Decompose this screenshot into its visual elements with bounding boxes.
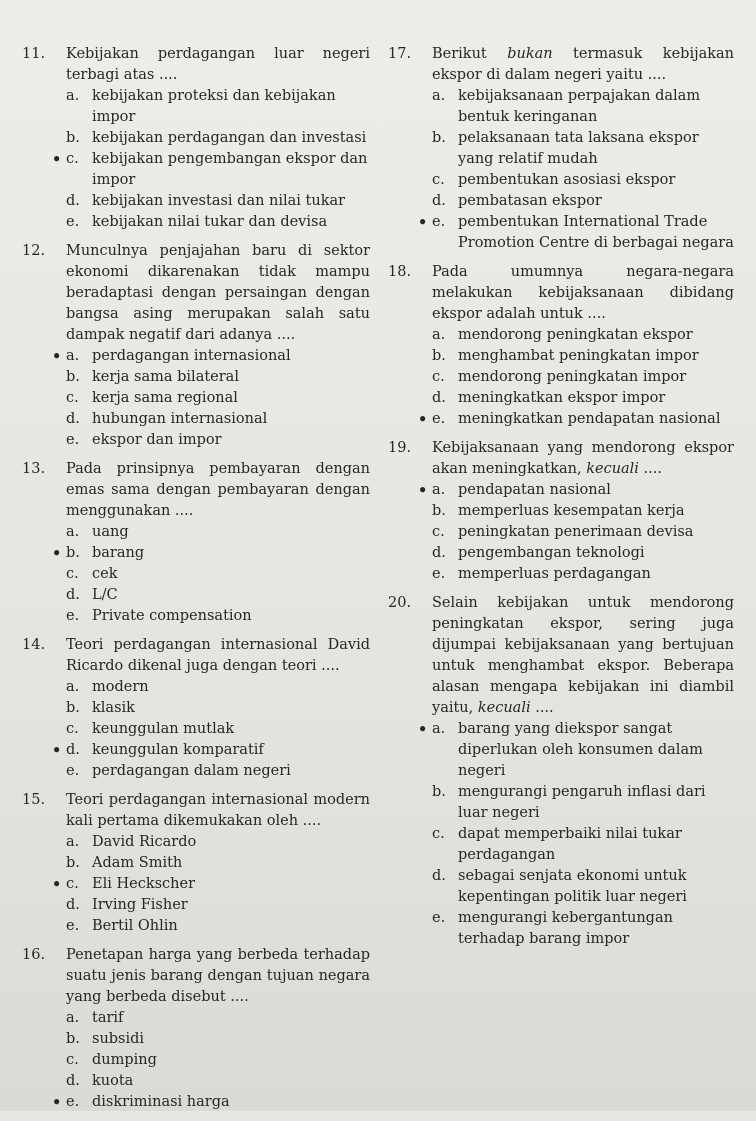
question [22,459,370,627]
question-text-emphasis: kecuali [586,461,639,477]
question-text-part: Kebijaksanaan yang mendorong ekspor akan meningkatkan, [432,440,734,477]
answer-option [432,86,734,128]
answer-option [66,1029,370,1050]
question-text-emphasis: bukan [507,46,553,62]
option-letter: d. [432,868,446,884]
option-text: Bertil Ohlin [92,918,178,934]
option-text: mengurangi kebergantungan terhadap barang impor [458,910,673,947]
answer-option [52,543,370,564]
option-letter: a. [66,834,80,850]
answer-option [52,346,370,367]
answer-option [66,832,370,853]
option-text: sebagai senjata ekonomi untuk kepentingan politik luar negeri [458,868,687,905]
question-number: 15. [22,792,46,808]
answer-option [432,543,734,564]
option-letter: d. [66,193,80,209]
option-letter: e. [66,608,80,624]
left-column [22,44,370,1121]
option-letter: a. [66,348,80,364]
question-text-part: Penetapan harga yang berbeda terhadap suatu jenis barang dengan tujuan negara yang berbeda disebut .... [66,947,370,1005]
option-list [52,677,370,782]
question-text-part: Berikut [432,46,508,62]
answer-mark: • [52,742,62,759]
question-number: 12. [22,243,46,259]
question-text-part: Pada umumnya negara-negara melakukan kebijaksanaan dibidang ekspor adalah untuk .... [432,264,734,322]
question [388,262,734,430]
option-text: kebijakan pengembangan ekspor dan impor [92,151,368,188]
option-letter: b. [66,130,80,146]
option-text: dumping [92,1052,157,1068]
question [22,790,370,937]
option-text: subsidi [92,1031,145,1047]
option-list [52,346,370,451]
question-text-part: .... [530,700,554,716]
question [388,438,734,585]
option-letter: d. [66,742,80,758]
option-text: perdagangan internasional [92,348,291,364]
answer-option [432,564,734,585]
option-letter: c. [66,151,79,167]
answer-option [432,501,734,522]
question [22,635,370,782]
answer-option [66,853,370,874]
answer-option [66,388,370,409]
option-letter: c. [66,721,79,737]
option-letter: d. [432,545,446,561]
option-letter: a. [66,679,80,695]
option-text: kebijakan proteksi dan kebijakan impor [92,88,336,125]
option-letter: e. [432,214,446,230]
question-text-emphasis: kecuali [477,700,531,716]
answer-option [418,719,734,782]
question-number: 13. [22,461,46,477]
option-list [418,719,734,950]
option-text: pembentukan asosiasi ekspor [458,172,676,188]
question-number: 14. [22,637,46,653]
option-letter: e. [66,918,80,934]
option-text: Private compensation [92,608,252,624]
option-letter: d. [66,411,80,427]
option-letter: c. [432,524,445,540]
option-letter: b. [66,855,80,871]
question-text-part: Teori perdagangan internasional modern kali pertama dikemukakan oleh .... [66,792,370,829]
option-text: pelaksanaan tata laksana ekspor yang relatif mudah [458,130,699,167]
question [388,44,734,254]
answer-option [66,719,370,740]
answer-option [432,866,734,908]
option-list [52,522,370,627]
question-text [66,459,370,522]
option-text: peningkatan penerimaan devisa [458,524,694,540]
answer-mark: • [418,482,428,499]
question-text [432,438,734,480]
question [22,44,370,233]
answer-mark: • [52,876,62,893]
option-letter: b. [432,130,446,146]
option-text: modern [92,679,149,695]
option-text: kuota [92,1073,134,1089]
option-text: pembatasan ekspor [458,193,602,209]
answer-option [66,916,370,937]
answer-option [66,895,370,916]
answer-option [418,480,734,501]
question-number: 16. [22,947,46,963]
answer-option [66,698,370,719]
option-text: keunggulan mutlak [92,721,235,737]
question-text-part: Kebijakan perdagangan luar negeri terbagi atas .... [66,46,370,83]
answer-option [66,409,370,430]
option-text: Irving Fisher [92,897,188,913]
option-letter: c. [66,876,79,892]
option-text: memperluas perdagangan [458,566,651,582]
right-column [388,44,734,958]
option-text: kebijakan investasi dan nilai tukar [92,193,346,209]
question-text-part: Pada prinsipnya pembayaran dengan emas sama dengan pembayaran dengan menggunakan .... [66,461,370,519]
question-text [66,945,370,1008]
answer-option [432,908,734,950]
option-text: perdagangan dalam negeri [92,763,291,779]
question-text [432,44,734,86]
answer-mark: • [52,1094,62,1111]
answer-option [66,1071,370,1092]
option-letter: a. [432,327,446,343]
option-letter: d. [66,897,80,913]
question-text [66,44,370,86]
option-text: ekspor dan impor [92,432,222,448]
answer-option [432,388,734,409]
answer-option [66,564,370,585]
answer-mark: • [52,151,62,168]
question-text [432,593,734,719]
answer-option [66,677,370,698]
option-list [52,832,370,937]
answer-option [432,325,734,346]
answer-option [66,212,370,233]
option-text: barang [92,545,145,561]
option-text: kebijakan perdagangan dan investasi [92,130,367,146]
option-letter: c. [432,172,445,188]
option-letter: c. [66,566,79,582]
answer-option [66,367,370,388]
option-letter: a. [432,88,446,104]
answer-mark: • [52,545,62,562]
answer-option [66,522,370,543]
option-letter: b. [66,700,80,716]
option-letter: e. [432,910,446,926]
answer-option [52,740,370,761]
option-letter: a. [432,721,446,737]
question-text [432,262,734,325]
question-text-part: Selain kebijakan untuk mendorong peningkatan ekspor, sering juga dijumpai kebijaksanaan yang bertujuan untuk menghambat ekspor. Beberapa alasan mengapa kebijakan ini diambil yaitu, [432,595,734,716]
option-text: keunggulan komparatif [92,742,264,758]
option-text: kebijakan nilai tukar dan devisa [92,214,328,230]
question-text-part: termasuk kebijakan ekspor di dalam negeri yaitu .... [432,46,735,83]
option-letter: a. [66,88,80,104]
option-text: pembentukan International Trade Promotion Centre di berbagai negara [458,214,734,251]
answer-option [432,824,734,866]
option-letter: c. [432,369,445,385]
answer-option [66,1008,370,1029]
option-letter: b. [432,348,446,364]
option-letter: b. [432,503,446,519]
option-letter: d. [66,587,80,603]
option-text: mendorong peningkatan ekspor [458,327,693,343]
question-text-part: Teori perdagangan internasional David Ricardo dikenal juga dengan teori .... [66,637,370,674]
option-list [52,1008,370,1113]
question-number: 19. [388,440,412,456]
answer-option [66,1050,370,1071]
answer-option [432,367,734,388]
option-text: meningkatkan ekspor impor [458,390,666,406]
answer-option [432,191,734,212]
answer-option [66,430,370,451]
option-letter: b. [66,369,80,385]
option-letter: e. [66,432,80,448]
question-text [66,635,370,677]
question-number: 11. [22,46,46,62]
option-text: klasik [92,700,135,716]
option-text: menghambat peningkatan impor [458,348,699,364]
option-text: Eli Heckscher [92,876,196,892]
option-list [52,86,370,233]
answer-option [66,128,370,149]
option-letter: e. [432,566,446,582]
option-letter: c. [66,1052,79,1068]
answer-mark: • [418,214,428,231]
option-letter: a. [432,482,446,498]
answer-option [66,585,370,606]
answer-mark: • [418,411,428,428]
option-text: L/C [92,587,118,603]
answer-option [432,170,734,191]
option-text: Adam Smith [92,855,183,871]
option-text: David Ricardo [92,834,197,850]
question-number: 18. [388,264,412,280]
answer-option [432,782,734,824]
option-letter: d. [432,193,446,209]
option-text: uang [92,524,129,540]
option-list [418,86,734,254]
option-text: dapat memperbaiki nilai tukar perdagangan [458,826,682,863]
answer-option [66,86,370,128]
option-text: kebijaksanaan perpajakan dalam bentuk keringanan [458,88,701,125]
option-letter: d. [66,1073,80,1089]
option-text: kerja sama regional [92,390,238,406]
option-text: kerja sama bilateral [92,369,239,385]
question [388,593,734,950]
option-text: hubungan internasional [92,411,268,427]
question-number: 17. [388,46,412,62]
question-text [66,241,370,346]
option-letter: e. [66,214,80,230]
option-list [418,325,734,430]
answer-option [52,1092,370,1113]
question [22,241,370,451]
answer-option [432,522,734,543]
option-text: mengurangi pengaruh inflasi dari luar negeri [458,784,706,821]
option-letter: b. [66,1031,80,1047]
answer-option [418,212,734,254]
answer-option [432,128,734,170]
question-number: 20. [388,595,412,611]
answer-option [52,874,370,895]
answer-option [66,191,370,212]
option-letter: c. [66,390,79,406]
option-text: pengembangan teknologi [458,545,645,561]
option-letter: a. [66,1010,80,1026]
answer-mark: • [52,348,62,365]
option-list [418,480,734,585]
answer-option [418,409,734,430]
question-text [66,790,370,832]
question [22,945,370,1113]
answer-option [66,606,370,627]
question-text-part: Munculnya penjajahan baru di sektor ekonomi dikarenakan tidak mampu beradaptasi dengan persaingan dengan bangsa asing merupakan salah satu dampak negatif dari adanya .... [66,243,370,343]
option-text: meningkatkan pendapatan nasional [458,411,721,427]
option-text: memperluas kesempatan kerja [458,503,685,519]
option-letter: e. [66,1094,80,1110]
option-letter: a. [66,524,80,540]
option-text: pendapatan nasional [458,482,611,498]
option-letter: e. [66,763,80,779]
option-letter: e. [432,411,446,427]
option-text: diskriminasi harga [92,1094,230,1110]
answer-mark: • [418,721,428,738]
option-text: tarif [92,1010,124,1026]
answer-option [432,346,734,367]
option-text: barang yang diekspor sangat diperlukan oleh konsumen dalam negeri [458,721,703,779]
option-letter: b. [66,545,80,561]
option-text: cek [92,566,118,582]
option-letter: c. [432,826,445,842]
answer-option [52,149,370,191]
answer-option [66,761,370,782]
option-text: mendorong peningkatan impor [458,369,687,385]
question-text-part: .... [638,461,662,477]
option-letter: d. [432,390,446,406]
option-letter: b. [432,784,446,800]
